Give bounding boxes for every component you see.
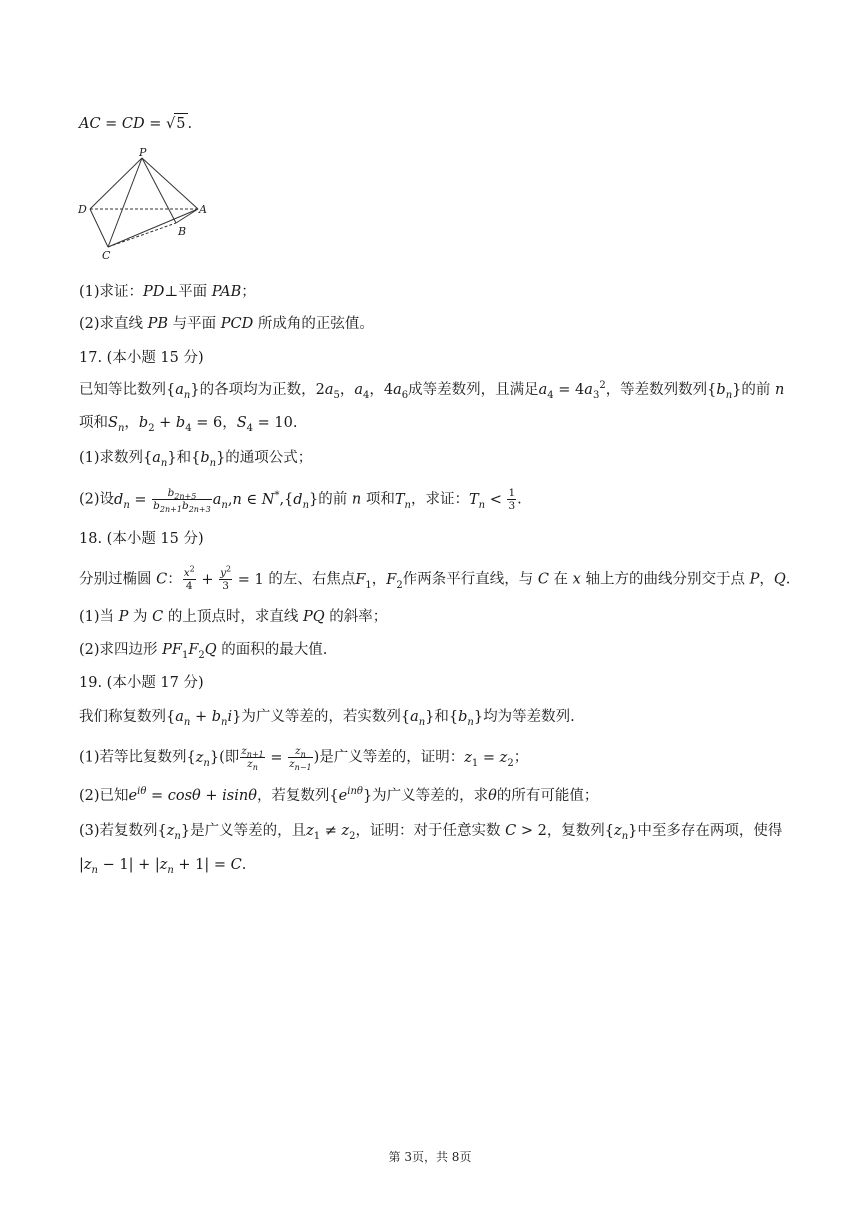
- math: $z_1 \ne z_2$: [306, 823, 356, 842]
- q18-part2: [79, 640, 790, 660]
- math: $F_1$: [355, 571, 372, 591]
- text: 与平面: [168, 316, 221, 332]
- math: $b_n$: [716, 382, 733, 401]
- text: ，: [369, 382, 384, 398]
- math: $e^{in\theta}$: [338, 786, 363, 804]
- math: C: [152, 609, 164, 625]
- text: ；: [241, 284, 256, 300]
- given-end: .: [187, 116, 193, 132]
- perp-symbol: ⊥: [164, 284, 179, 300]
- edge-dc: [90, 209, 108, 247]
- text: ，: [339, 382, 355, 398]
- math: C > 2: [505, 823, 547, 839]
- math: $S_4 = 10$: [236, 415, 293, 434]
- pyramid-figure: [78, 145, 218, 263]
- math: $b_n$: [458, 709, 474, 728]
- edge-pa: [142, 158, 198, 209]
- text: ，求证：: [410, 491, 469, 508]
- text: }是广义等差的，且: [180, 823, 307, 839]
- text: ，: [124, 415, 139, 431]
- q19-definition: [79, 707, 790, 727]
- label-b: B: [178, 225, 187, 238]
- label-d: D: [78, 203, 87, 216]
- label-a: A: [199, 203, 207, 216]
- edge-cb-dashed: [108, 223, 176, 247]
- math: C: [156, 571, 168, 588]
- math: Q: [773, 571, 786, 588]
- math: $PF_1F_2Q$: [162, 642, 217, 661]
- math: $F_2$: [386, 571, 403, 591]
- text: 的斜率；: [324, 609, 388, 625]
- math: θ: [488, 788, 497, 804]
- math: n: [775, 382, 785, 398]
- math-pcd: PCD: [220, 316, 254, 332]
- text: }的通项公式；: [216, 450, 313, 466]
- edge-pb: [142, 158, 176, 223]
- part-label: (1)求证：: [79, 284, 144, 300]
- text: 成等差数列，且满足: [408, 382, 539, 398]
- q17-part2: [79, 487, 790, 515]
- text: }(即: [209, 749, 240, 766]
- text: 项和: [79, 415, 108, 431]
- math-pd: PD: [143, 284, 165, 300]
- math: $a_4$: [354, 382, 370, 401]
- text: }和{: [425, 709, 459, 725]
- text: ：: [167, 571, 182, 588]
- text: 平面: [178, 284, 212, 300]
- math: $a_n + b_ni$: [175, 709, 233, 728]
- text: (1)求数列{: [79, 450, 153, 466]
- q19-part2: [79, 786, 790, 806]
- text: .: [517, 491, 522, 508]
- text: .: [241, 857, 247, 873]
- text: 的上顶点时，求直线: [163, 609, 303, 625]
- math: P: [749, 571, 760, 588]
- math: P: [118, 609, 129, 625]
- math: $a_4 = 4a_3^2$: [538, 380, 606, 401]
- q19-part3-line2: [79, 855, 790, 875]
- text: ，若复数列{: [256, 788, 339, 804]
- text: (2)求四边形: [79, 642, 163, 658]
- math: $4a_6$: [383, 382, 409, 401]
- math: $z_n$: [614, 823, 629, 842]
- q18-heading: 18. (本小题 15 分): [79, 531, 204, 547]
- math: $b_2 + b_4 = 6$: [138, 415, 223, 434]
- q17-statement-line2: [79, 413, 790, 433]
- math: $z_n$: [166, 823, 181, 842]
- text: 在: [548, 571, 573, 588]
- text: ，复数列{: [546, 823, 615, 839]
- text: }的前: [732, 382, 776, 398]
- math: $a_n$: [175, 382, 191, 401]
- math: $\frac{z_{n+1}}{z_n}$ = $\frac{z_n}{z_{n-1}}$: [241, 745, 312, 773]
- text: (2)设: [79, 491, 115, 508]
- text: ，: [759, 571, 774, 588]
- text: .: [292, 415, 298, 431]
- text: (3)若复数列{: [79, 823, 167, 839]
- text: }均为等差数列.: [473, 709, 575, 725]
- math: $d_n$: [293, 491, 310, 511]
- q16-part2: [79, 314, 790, 334]
- math: n: [351, 491, 362, 508]
- text: 已知等比数列{: [79, 382, 176, 398]
- sqrt-radicand: 5: [174, 113, 187, 134]
- text: ，证明：对于任意实数: [355, 823, 506, 839]
- text: 作两条平行直线，与: [402, 571, 538, 588]
- text: 我们称复数列{: [79, 709, 176, 725]
- math: C: [537, 571, 549, 588]
- text: ；: [513, 749, 529, 766]
- text: ，: [222, 415, 237, 431]
- text: 的面积的最大值.: [216, 642, 328, 658]
- label-c: C: [102, 249, 111, 262]
- math: $S_n$: [108, 415, 125, 434]
- text: }为广义等差的，求: [362, 788, 489, 804]
- q18-statement: [79, 564, 791, 592]
- text: .: [785, 571, 791, 588]
- text: }的前: [309, 491, 352, 508]
- math: PQ: [302, 609, 325, 625]
- text: }的各项均为正数，: [190, 382, 316, 398]
- math: $d_n$ = $\frac{b_{2n+5}}{b_{2n+1}b_{2n+3}}$ $a_n,n$ ∈ N*: [114, 487, 280, 515]
- math-pab: PAB: [211, 284, 242, 300]
- math-pb: PB: [147, 316, 169, 332]
- text: 所成角的正弦值。: [253, 316, 374, 332]
- math: $e^{i\theta} = \cos\theta + isin\theta$: [128, 786, 257, 804]
- q19-heading: 19. (本小题 17 分): [79, 675, 204, 691]
- q18-part1: [79, 607, 790, 627]
- text: (2)已知: [79, 788, 129, 804]
- math: $T_n$ < $\frac{1}{3}$: [468, 487, 516, 512]
- text: 的左、右焦点: [263, 571, 356, 588]
- math: $\frac{x^2}{4}$ + $\frac{y^2}{3}$ = 1: [183, 564, 264, 592]
- given-equation: AC = CD =: [79, 116, 167, 132]
- text: 为: [128, 609, 153, 625]
- text: ，等差数列数列{: [605, 382, 717, 398]
- math: $z_1 = z_2$: [464, 749, 514, 769]
- text: ,{: [279, 491, 294, 508]
- text: }为广义等差的，若实数列{: [232, 709, 411, 725]
- page-footer: 第 3页，共 8页: [388, 1150, 472, 1164]
- text: 分别过椭圆: [79, 571, 157, 588]
- text: (1)当: [79, 609, 119, 625]
- math: $a_n$: [152, 450, 168, 469]
- edge-pd: [90, 158, 142, 209]
- text: }中至多存在两项，使得: [628, 823, 783, 839]
- text: 的所有可能值；: [496, 788, 599, 804]
- math: $a_n$: [410, 709, 426, 728]
- edge-ba: [176, 209, 198, 223]
- math: $2a_5$: [315, 382, 340, 401]
- text: (1)若等比复数列{: [79, 749, 196, 766]
- math: $T_n$: [394, 491, 411, 511]
- text: 轴上方的曲线分别交于点: [580, 571, 750, 588]
- q17-part1: [79, 448, 790, 468]
- q17-heading: 17. (本小题 15 分): [79, 350, 204, 366]
- q16-given-line: AC = CD = √5 .: [79, 113, 790, 134]
- q16-part1: [79, 282, 790, 302]
- math: x: [572, 571, 581, 588]
- text: ，: [371, 571, 387, 588]
- part-label: (2)求直线: [79, 316, 148, 332]
- math: $z_n$: [195, 749, 210, 769]
- text: }和{: [167, 450, 201, 466]
- label-p: P: [139, 146, 147, 159]
- q17-statement-line1: [79, 380, 790, 400]
- q19-part1: [79, 745, 790, 773]
- math: $|z_n - 1| + |z_n + 1| = C$: [79, 857, 242, 876]
- text: 项和: [361, 491, 395, 508]
- q19-part3-line1: [79, 821, 790, 841]
- text: )是广义等差的，证明：: [313, 749, 465, 766]
- edge-pc: [108, 158, 142, 247]
- math: $b_n$: [200, 450, 217, 469]
